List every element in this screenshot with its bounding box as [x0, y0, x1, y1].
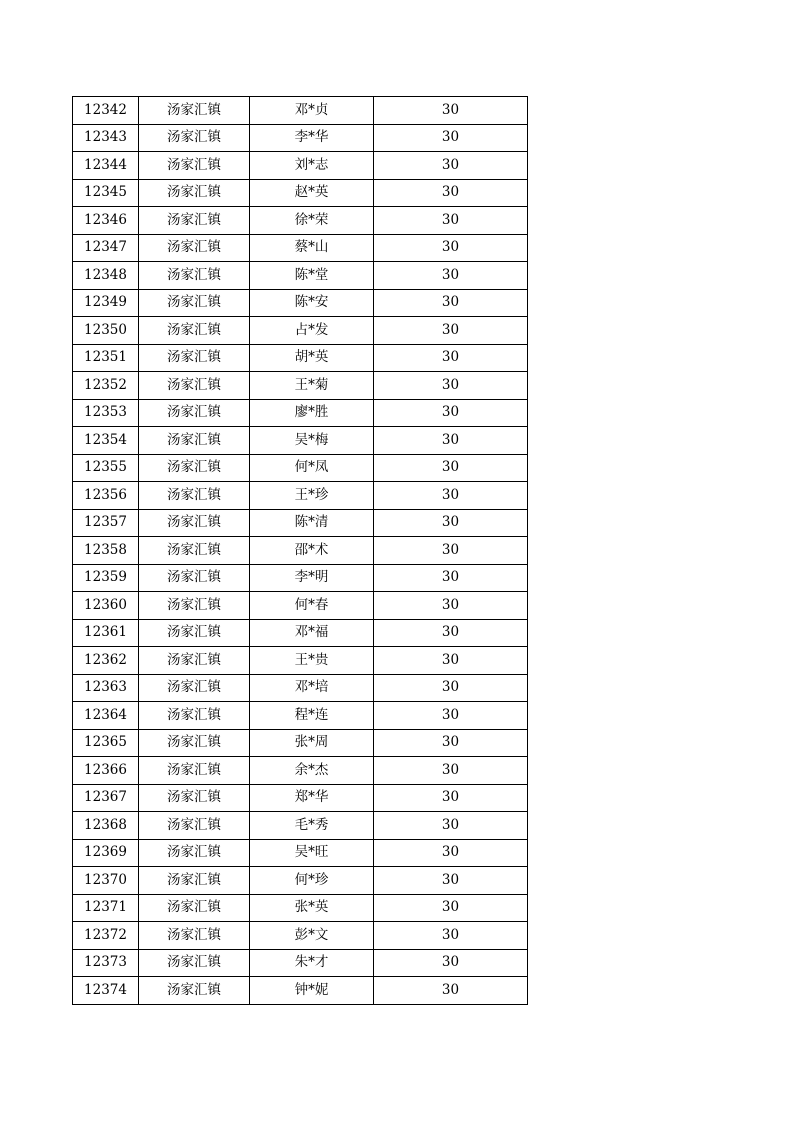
amount-cell: 30	[374, 152, 528, 180]
table-row	[73, 454, 528, 482]
person-name-cell: 毛*秀	[250, 812, 374, 840]
town-cell: 汤家汇镇	[139, 592, 250, 620]
town-cell: 汤家汇镇	[139, 922, 250, 950]
table-row	[73, 179, 528, 207]
table-row	[73, 894, 528, 922]
amount-cell: 30	[374, 894, 528, 922]
amount-cell: 30	[374, 124, 528, 152]
person-name-cell: 程*连	[250, 702, 374, 730]
town-cell: 汤家汇镇	[139, 344, 250, 372]
row-id-cell: 12367	[73, 784, 139, 812]
row-id-cell: 12370	[73, 867, 139, 895]
town-cell: 汤家汇镇	[139, 97, 250, 125]
person-name-cell: 何*春	[250, 592, 374, 620]
person-name-cell: 何*珍	[250, 867, 374, 895]
row-id-cell: 12357	[73, 509, 139, 537]
town-cell: 汤家汇镇	[139, 674, 250, 702]
amount-cell: 30	[374, 619, 528, 647]
person-name-cell: 陈*堂	[250, 262, 374, 290]
person-name-cell: 邓*福	[250, 619, 374, 647]
row-id-cell: 12350	[73, 317, 139, 345]
table-row	[73, 757, 528, 785]
row-id-cell: 12349	[73, 289, 139, 317]
person-name-cell: 徐*荣	[250, 207, 374, 235]
row-id-cell: 12359	[73, 564, 139, 592]
table-row	[73, 399, 528, 427]
table-row	[73, 729, 528, 757]
amount-cell: 30	[374, 647, 528, 675]
row-id-cell: 12361	[73, 619, 139, 647]
person-name-cell: 郑*华	[250, 784, 374, 812]
town-cell: 汤家汇镇	[139, 509, 250, 537]
town-cell: 汤家汇镇	[139, 179, 250, 207]
person-name-cell: 陈*安	[250, 289, 374, 317]
table-row	[73, 152, 528, 180]
person-name-cell: 王*菊	[250, 372, 374, 400]
row-id-cell: 12369	[73, 839, 139, 867]
table-row	[73, 949, 528, 977]
town-cell: 汤家汇镇	[139, 949, 250, 977]
table-row	[73, 922, 528, 950]
amount-cell: 30	[374, 564, 528, 592]
table-row	[73, 702, 528, 730]
amount-cell: 30	[374, 344, 528, 372]
table-row	[73, 867, 528, 895]
row-id-cell: 12374	[73, 977, 139, 1005]
amount-cell: 30	[374, 289, 528, 317]
row-id-cell: 12352	[73, 372, 139, 400]
amount-cell: 30	[374, 729, 528, 757]
row-id-cell: 12348	[73, 262, 139, 290]
table-row	[73, 124, 528, 152]
table-row	[73, 289, 528, 317]
table-row	[73, 784, 528, 812]
person-name-cell: 王*贵	[250, 647, 374, 675]
person-name-cell: 蔡*山	[250, 234, 374, 262]
table-row	[73, 647, 528, 675]
person-name-cell: 刘*志	[250, 152, 374, 180]
amount-cell: 30	[374, 784, 528, 812]
table-row	[73, 262, 528, 290]
person-name-cell: 吴*梅	[250, 427, 374, 455]
amount-cell: 30	[374, 674, 528, 702]
town-cell: 汤家汇镇	[139, 894, 250, 922]
table-row	[73, 207, 528, 235]
amount-cell: 30	[374, 812, 528, 840]
person-name-cell: 张*英	[250, 894, 374, 922]
table-row	[73, 674, 528, 702]
amount-cell: 30	[374, 949, 528, 977]
table-row	[73, 564, 528, 592]
row-id-cell: 12346	[73, 207, 139, 235]
amount-cell: 30	[374, 207, 528, 235]
town-cell: 汤家汇镇	[139, 784, 250, 812]
roster-table-body	[73, 97, 528, 1005]
person-name-cell: 邓*培	[250, 674, 374, 702]
row-id-cell: 12371	[73, 894, 139, 922]
row-id-cell: 12365	[73, 729, 139, 757]
person-name-cell: 邓*贞	[250, 97, 374, 125]
table-row	[73, 482, 528, 510]
town-cell: 汤家汇镇	[139, 537, 250, 565]
town-cell: 汤家汇镇	[139, 482, 250, 510]
person-name-cell: 胡*英	[250, 344, 374, 372]
person-name-cell: 彭*文	[250, 922, 374, 950]
row-id-cell: 12373	[73, 949, 139, 977]
amount-cell: 30	[374, 317, 528, 345]
table-row	[73, 537, 528, 565]
amount-cell: 30	[374, 234, 528, 262]
person-name-cell: 廖*胜	[250, 399, 374, 427]
table-row	[73, 344, 528, 372]
town-cell: 汤家汇镇	[139, 289, 250, 317]
table-row	[73, 97, 528, 125]
town-cell: 汤家汇镇	[139, 317, 250, 345]
amount-cell: 30	[374, 482, 528, 510]
person-name-cell: 陈*清	[250, 509, 374, 537]
row-id-cell: 12347	[73, 234, 139, 262]
amount-cell: 30	[374, 454, 528, 482]
person-name-cell: 钟*妮	[250, 977, 374, 1005]
amount-cell: 30	[374, 592, 528, 620]
row-id-cell: 12344	[73, 152, 139, 180]
amount-cell: 30	[374, 427, 528, 455]
person-name-cell: 吴*旺	[250, 839, 374, 867]
amount-cell: 30	[374, 702, 528, 730]
table-row	[73, 812, 528, 840]
roster-table	[72, 96, 528, 1005]
table-row	[73, 592, 528, 620]
amount-cell: 30	[374, 509, 528, 537]
town-cell: 汤家汇镇	[139, 234, 250, 262]
person-name-cell: 李*明	[250, 564, 374, 592]
town-cell: 汤家汇镇	[139, 702, 250, 730]
town-cell: 汤家汇镇	[139, 977, 250, 1005]
person-name-cell: 余*杰	[250, 757, 374, 785]
row-id-cell: 12351	[73, 344, 139, 372]
amount-cell: 30	[374, 922, 528, 950]
amount-cell: 30	[374, 867, 528, 895]
town-cell: 汤家汇镇	[139, 729, 250, 757]
town-cell: 汤家汇镇	[139, 839, 250, 867]
table-row	[73, 372, 528, 400]
person-name-cell: 赵*英	[250, 179, 374, 207]
row-id-cell: 12360	[73, 592, 139, 620]
amount-cell: 30	[374, 537, 528, 565]
row-id-cell: 12343	[73, 124, 139, 152]
town-cell: 汤家汇镇	[139, 152, 250, 180]
town-cell: 汤家汇镇	[139, 564, 250, 592]
amount-cell: 30	[374, 839, 528, 867]
person-name-cell: 何*凤	[250, 454, 374, 482]
town-cell: 汤家汇镇	[139, 207, 250, 235]
amount-cell: 30	[374, 262, 528, 290]
table-row	[73, 234, 528, 262]
row-id-cell: 12342	[73, 97, 139, 125]
town-cell: 汤家汇镇	[139, 124, 250, 152]
row-id-cell: 12353	[73, 399, 139, 427]
town-cell: 汤家汇镇	[139, 427, 250, 455]
amount-cell: 30	[374, 179, 528, 207]
town-cell: 汤家汇镇	[139, 399, 250, 427]
town-cell: 汤家汇镇	[139, 867, 250, 895]
amount-cell: 30	[374, 372, 528, 400]
table-row	[73, 427, 528, 455]
town-cell: 汤家汇镇	[139, 454, 250, 482]
row-id-cell: 12345	[73, 179, 139, 207]
table-row	[73, 839, 528, 867]
row-id-cell: 12362	[73, 647, 139, 675]
row-id-cell: 12354	[73, 427, 139, 455]
person-name-cell: 占*发	[250, 317, 374, 345]
row-id-cell: 12356	[73, 482, 139, 510]
row-id-cell: 12358	[73, 537, 139, 565]
person-name-cell: 李*华	[250, 124, 374, 152]
amount-cell: 30	[374, 977, 528, 1005]
amount-cell: 30	[374, 97, 528, 125]
table-row	[73, 619, 528, 647]
town-cell: 汤家汇镇	[139, 262, 250, 290]
person-name-cell: 张*周	[250, 729, 374, 757]
amount-cell: 30	[374, 757, 528, 785]
table-row	[73, 509, 528, 537]
row-id-cell: 12368	[73, 812, 139, 840]
town-cell: 汤家汇镇	[139, 812, 250, 840]
person-name-cell: 朱*才	[250, 949, 374, 977]
row-id-cell: 12355	[73, 454, 139, 482]
town-cell: 汤家汇镇	[139, 619, 250, 647]
person-name-cell: 邵*术	[250, 537, 374, 565]
town-cell: 汤家汇镇	[139, 757, 250, 785]
row-id-cell: 12363	[73, 674, 139, 702]
row-id-cell: 12372	[73, 922, 139, 950]
town-cell: 汤家汇镇	[139, 372, 250, 400]
table-row	[73, 977, 528, 1005]
row-id-cell: 12364	[73, 702, 139, 730]
person-name-cell: 王*珍	[250, 482, 374, 510]
amount-cell: 30	[374, 399, 528, 427]
row-id-cell: 12366	[73, 757, 139, 785]
town-cell: 汤家汇镇	[139, 647, 250, 675]
table-row	[73, 317, 528, 345]
